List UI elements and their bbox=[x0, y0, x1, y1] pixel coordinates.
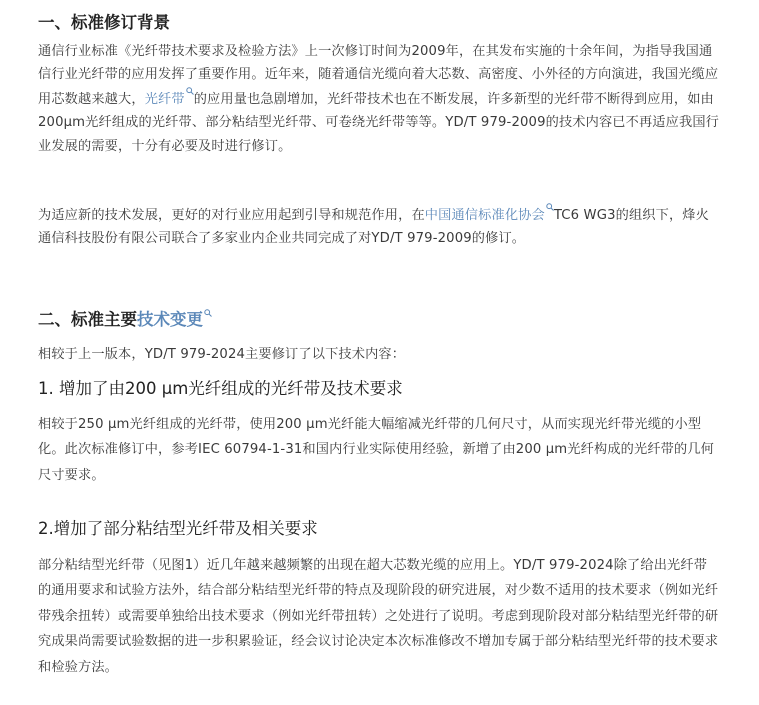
section-1-heading: 一、标准修订背景 bbox=[38, 13, 170, 32]
search-icon[interactable] bbox=[546, 203, 554, 211]
ccsa-link[interactable]: 中国通信标准化协会 bbox=[424, 208, 545, 223]
section-2-intro: 相较于上一版本，YD/T 979-2024主要修订了以下技术内容： bbox=[38, 347, 406, 362]
paragraph-text: 的应用量也急剧增加，光纤带技术也在不断发展，许多新型的光纤带不断得到应用，如由200μm光纤组成的光纤带、部分粘结型光纤带、可卷绕光纤带等等。YD/T 979-2009的技术内容已不再适应我国行业发展的需要，十分有必要及时进行修订。 bbox=[38, 91, 719, 154]
subsection-1-paragraph: 相较于250 μm光纤组成的光纤带，使用200 μm光纤能大幅缩减光纤带的几何尺寸，从而实现光纤带光缆的小型化。此次标准修订中，参考IEC 60794-1-31和国内行业实际使用经验，新增了由200 μm光纤构成的光纤带的几何尺寸要求。 bbox=[38, 417, 715, 483]
paragraph-text: 通信行业标准《光纤带技术要求及检验方法》上一次修订时间为2009年，在其发布实施的十余年间，为指导我国通信行业光纤带的应用发挥了重要作用。近年来，随着通信光缆向着大芯数、高密度、小外径的方向演进，我国光缆应用芯数越来越大， bbox=[38, 44, 719, 107]
section-1-paragraph-2 bbox=[38, 203, 720, 251]
paragraph-text: 为适应新的技术发展，更好的对行业应用起到引导和规范作用，在 bbox=[38, 208, 425, 223]
section-2-heading bbox=[38, 309, 212, 331]
search-icon[interactable] bbox=[186, 87, 194, 95]
subsection-2-heading: 2.增加了部分粘结型光纤带及相关要求 bbox=[38, 519, 318, 538]
search-icon[interactable] bbox=[204, 309, 212, 317]
heading-text: 二、标准主要 bbox=[38, 310, 137, 329]
tech-change-link[interactable]: 技术变更 bbox=[137, 310, 203, 329]
paragraph-text: TC6 WG3的组织下，烽火通信科技股份有限公司联合了多家业内企业共同完成了对YD/T 979-2009的修订。 bbox=[38, 208, 709, 247]
fiber-ribbon-link[interactable]: 光纤带 bbox=[144, 91, 185, 107]
subsection-1-heading: 1. 增加了由200 μm光纤组成的光纤带及技术要求 bbox=[38, 379, 403, 398]
section-1-paragraph-1 bbox=[38, 40, 720, 158]
subsection-2-paragraph: 部分粘结型光纤带（见图1）近几年越来越频繁的出现在超大芯数光缆的应用上。YD/T 979-2024除了给出光纤带的通用要求和试验方法外，结合部分粘结型光纤带的特点及现阶段的研究进展，对少数不适用的技术要求（例如光纤带残余扭转）或需要单独给出技术要求（例如光纤带扭转）之处进行了说明。考虑到现阶段对部分粘结型光纤带的研究成果尚需要试验数据的进一步积累验证，经会议讨论决定本次标准修改不增加专属于部分粘结型光纤带的技术要求和检验方法。 bbox=[38, 558, 719, 675]
